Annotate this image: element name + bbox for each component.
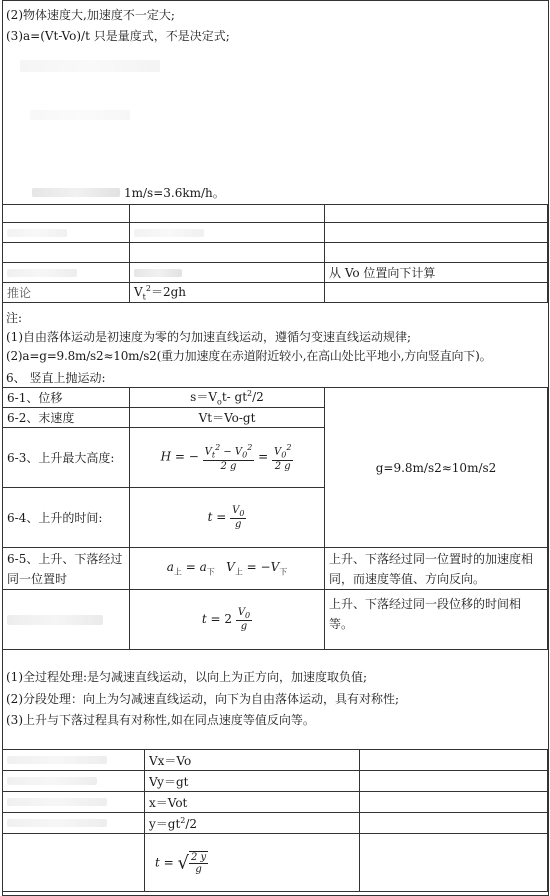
formula-x: x＝Vot (145, 792, 360, 813)
faded-area (30, 110, 130, 120)
faded-area (20, 60, 160, 72)
projectile-table (2, 749, 548, 892)
process-note-2: (2)分段处理：向上为匀减速直线运动，向下为自由落体运动，具有对称性; (6, 692, 400, 706)
row-label: 6-5、上升、下落经过同一位置时 (3, 548, 130, 590)
note-line-3: (3)a=(Vt-Vo)/t 只是量度式，不是决定式; (6, 29, 230, 43)
formula-vx: Vx＝Vo (145, 750, 360, 771)
vertical-throw-table (2, 387, 548, 650)
note-item-1: (1)自由落体运动是初速度为零的匀加速直线运动，遵循匀变速直线运动规律; (6, 330, 412, 344)
faded-label (32, 188, 120, 197)
formula-y: $y=gt^2/2$ (145, 813, 360, 834)
formula-max-height: H = − $\frac{V_t^2 - V_0^2}{2 g}$ = $\frac{V_0^2}{2 g}$ (130, 428, 325, 488)
unit-conversion: 1m/s=3.6km/h。 (124, 186, 225, 200)
same-position-note: 上升、下落经过同一位置时的加速度相同，而速度等值、方向反向。 (325, 548, 548, 590)
section-6-heading: 6、 竖直上抛运动: (6, 371, 106, 385)
same-segment-note: 上升、下落经过同一段位移的时间相等。 (325, 590, 548, 650)
formula-same-segment: t = 2 $\frac{V_0}{g}$ (130, 590, 325, 650)
inference-formula: $V_t^2=2gh$ (130, 283, 325, 303)
process-note-3: (3)上升与下落过程具有对称性,如在同点速度等值反向等。 (6, 713, 315, 727)
freefall-table (2, 204, 548, 303)
formula-same-position: $a_上 = a_下$ $V_上 = -V_下$ (130, 548, 325, 590)
row-label: 6-4、上升的时间: (3, 488, 130, 548)
formula-rise-time: t = $\frac{V_0}{g}$ (130, 488, 325, 548)
formula-vy: Vy＝gt (145, 771, 360, 792)
formula-time: t = √ $\frac{2 y}{g}$ (145, 834, 360, 892)
row-label: 6-3、上升最大高度: (3, 428, 130, 488)
g-value: g=9.8m/s2≈10m/s2 (325, 388, 548, 548)
note-label: 注: (6, 311, 23, 325)
note-item-2: (2)a=g=9.8m/s2≈10m/s2(重力加速度在赤道附近较小,在高山处比平地小,方向竖直向下)。 (6, 349, 492, 363)
note-line-2: (2)物体速度大,加速度不一定大; (6, 8, 175, 22)
inference-label: 推论 (3, 283, 130, 303)
row-label-faded (3, 590, 130, 650)
freefall-note: 从 Vo 位置向下计算 (325, 263, 548, 283)
row-label: 6-1、位移 (3, 388, 130, 408)
formula-final-velocity: Vt＝Vo-gt (130, 408, 325, 428)
formula-displacement: $s=V_ot-$ $gt^2/2$ (130, 388, 325, 408)
process-note-1: (1)全过程处理:是匀减速直线运动，以向上为正方向，加速度取负值; (6, 670, 368, 684)
row-label: 6-2、末速度 (3, 408, 130, 428)
